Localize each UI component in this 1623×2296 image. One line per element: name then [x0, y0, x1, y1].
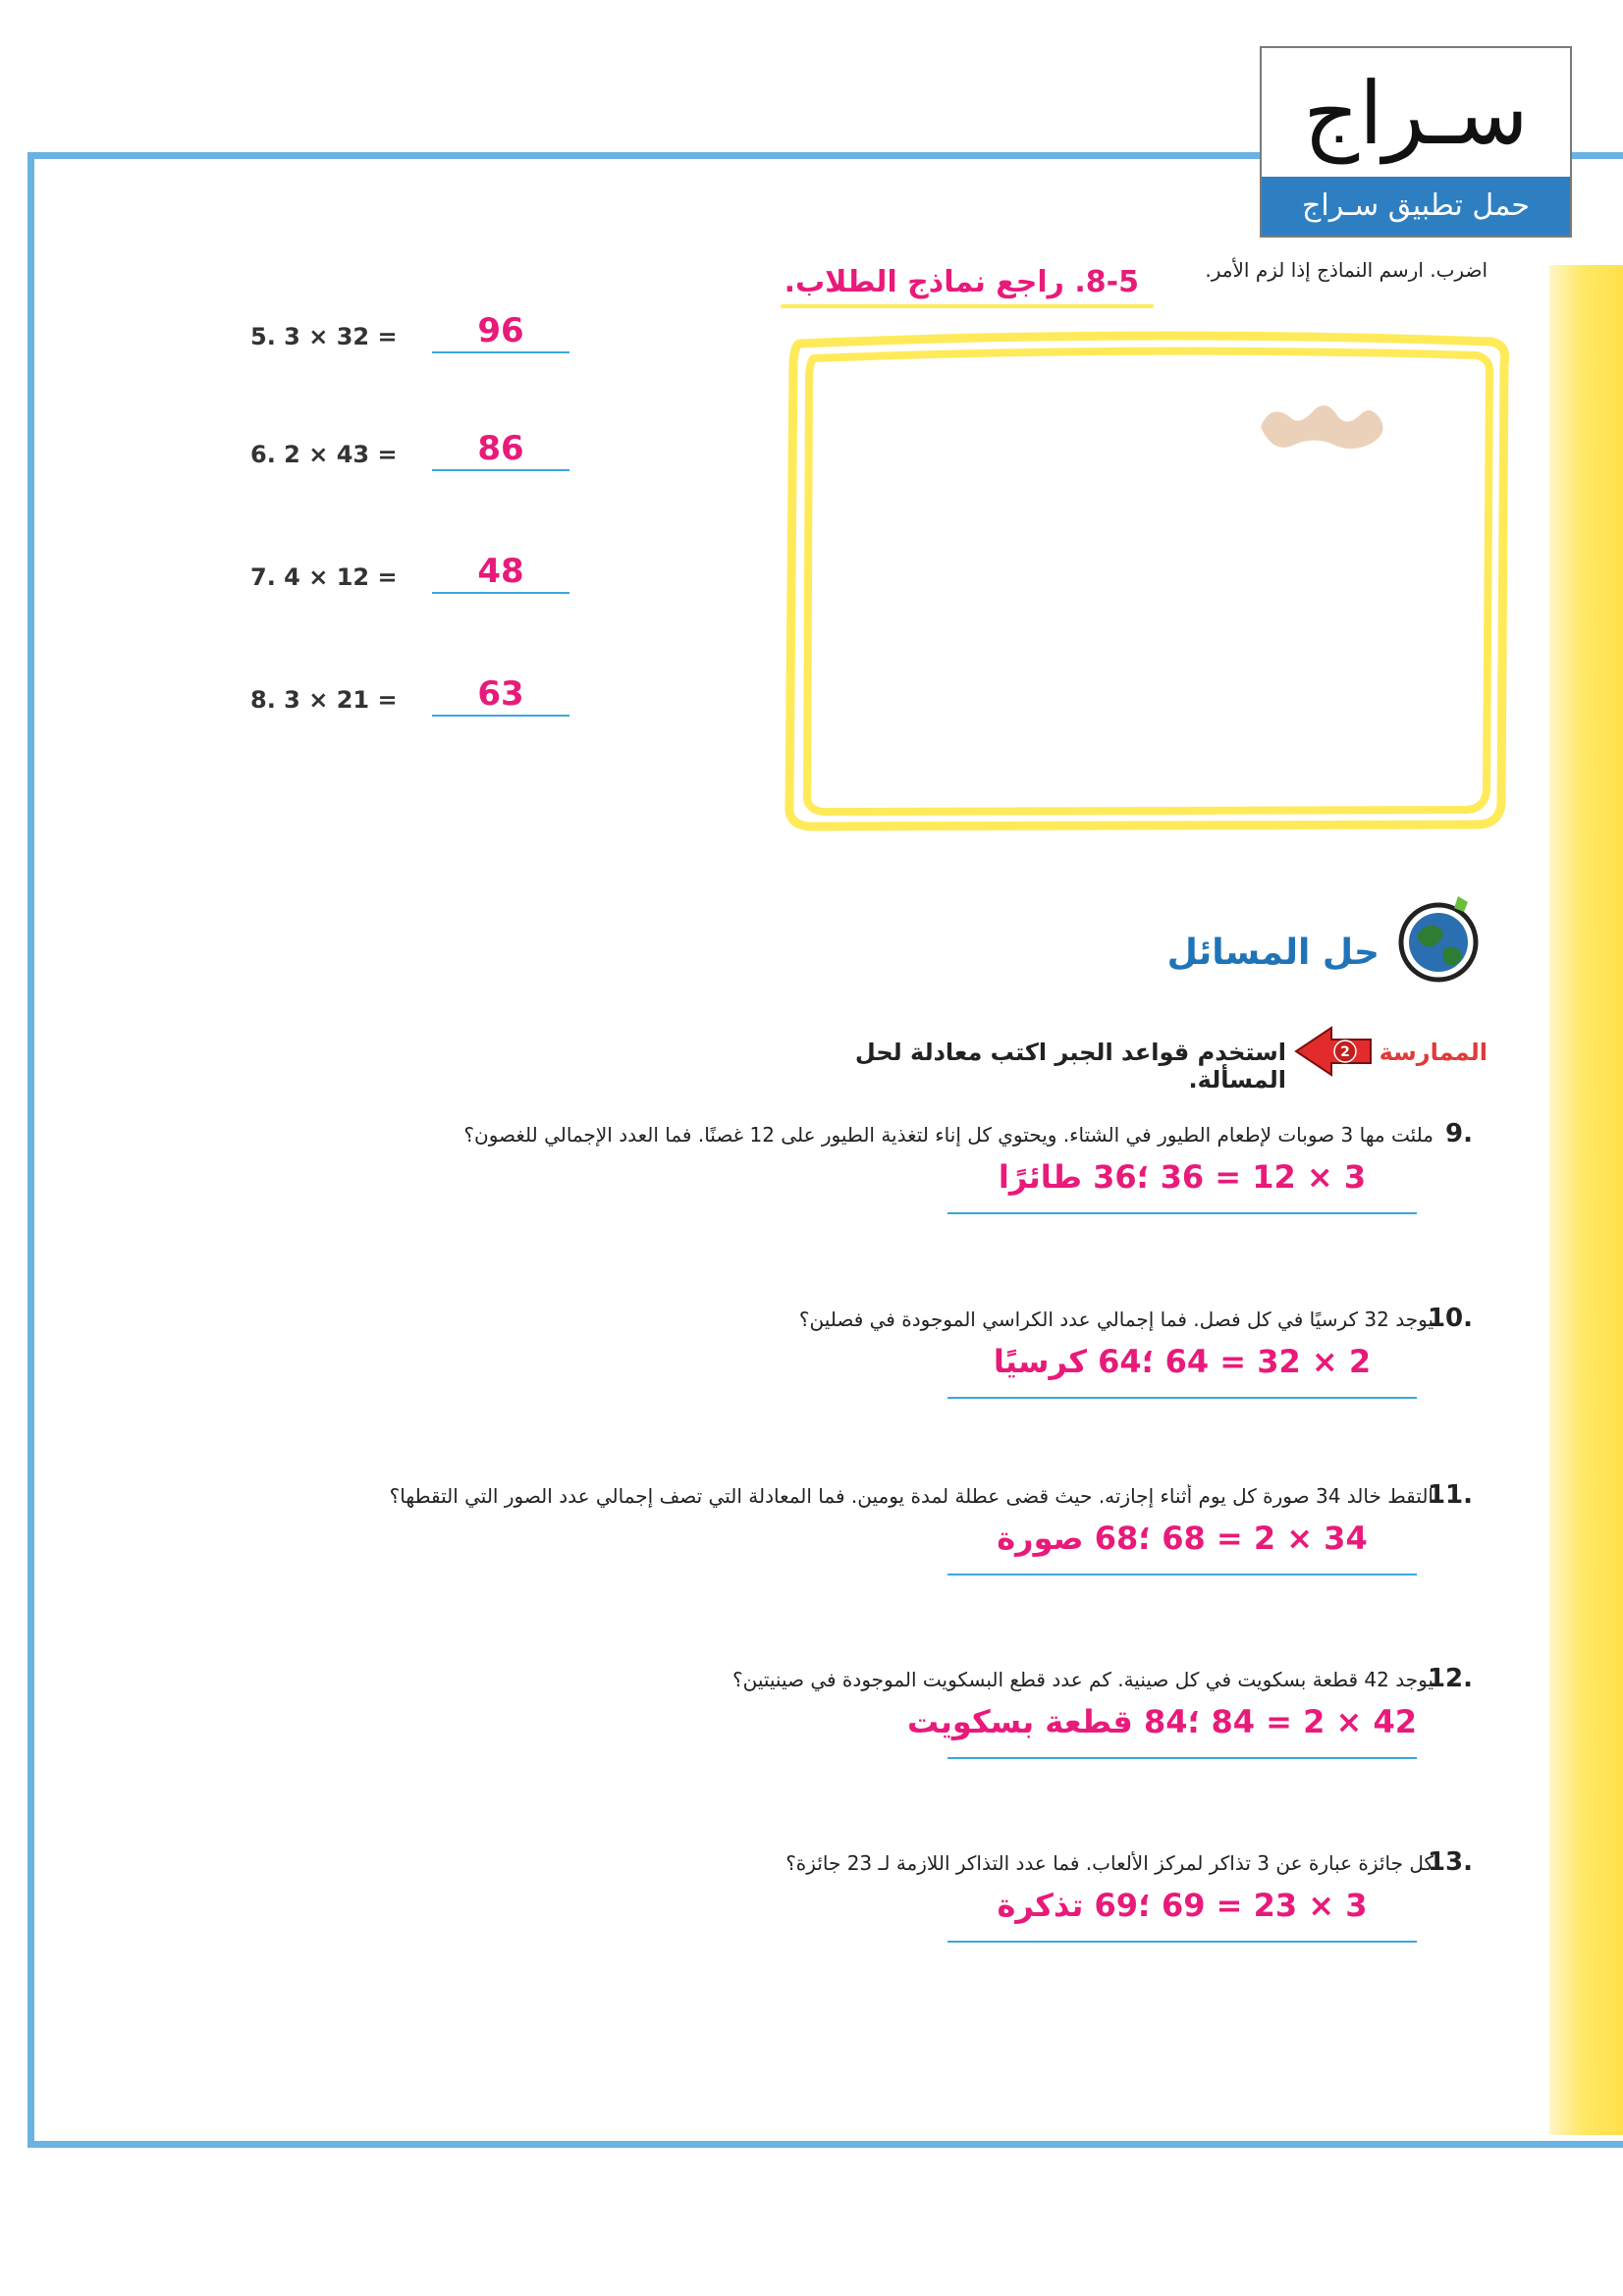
exercise-7: [250, 540, 574, 599]
exercise-label: 7. 4 × 12 =: [250, 563, 398, 591]
answer-line: [947, 1212, 1417, 1214]
problem-number: 13.: [1427, 1847, 1473, 1877]
section-title: حل المسائل: [1166, 933, 1380, 973]
exercise-label: 5. 3 × 32 =: [250, 323, 398, 350]
answer-line: [432, 715, 569, 717]
exercise-answer: 63: [477, 674, 524, 714]
logo-tagline: حمل تطبيق سـراج: [1262, 177, 1570, 236]
problem-answer: 3 × 23 = 69 ؛69 تذكرة: [997, 1887, 1368, 1924]
answer-line: [432, 592, 569, 594]
instruction-text: اضرب. ارسم النماذج إذا لزم الأمر.: [1205, 258, 1488, 282]
exercise-answer: 48: [477, 552, 524, 591]
practice-arrow-icon: [1294, 1026, 1373, 1077]
problem-10: [236, 1304, 1473, 1480]
teacher-note: 8-5. راجع نماذج الطلاب.: [784, 265, 1139, 299]
problem-text: يوجد 32 كرسيًا في كل فصل. فما إجمالي عدد الكراسي الموجودة في فصلين؟: [798, 1308, 1434, 1331]
exercise-5: [250, 299, 574, 358]
drawing-area: [770, 324, 1516, 839]
problem-12: [236, 1664, 1473, 1841]
globe-icon: [1389, 888, 1488, 987]
answer-line: [947, 1757, 1417, 1759]
answer-line: [432, 469, 569, 471]
answer-line: [947, 1574, 1417, 1575]
problem-text: ملئت مها 3 صوبات لإطعام الطيور في الشتاء. ويحتوي كل إناء لتغذية الطيور على 12 غصنًا. فما العدد الإجمالي للغصون؟: [463, 1123, 1434, 1147]
answer-line: [947, 1941, 1417, 1943]
problem-number: 10.: [1427, 1304, 1473, 1333]
practice-number: 2: [1340, 1044, 1350, 1060]
problem-number: 9.: [1445, 1119, 1473, 1148]
problem-text: التقط خالد 34 صورة كل يوم أثناء إجازته. حيث قضى عطلة لمدة يومين. فما المعادلة التي تصف إجمالي عدد الصور التي التقطها؟: [389, 1484, 1434, 1508]
answer-line: [432, 351, 569, 353]
problem-number: 11.: [1427, 1480, 1473, 1510]
problem-text: كل جائزة عبارة عن 3 تذاكر لمركز الألعاب. فما عدد التذاكر اللازمة لـ 23 جائزة؟: [785, 1851, 1434, 1875]
problem-answer: 2 × 32 = 64 ؛64 كرسيًا: [993, 1343, 1372, 1380]
exercise-label: 8. 3 × 21 =: [250, 686, 398, 714]
note-underline: [781, 304, 1154, 308]
problem-answer: 42 × 2 = 84 ؛84 قطعة بسكويت: [907, 1703, 1417, 1740]
exercise-6: [250, 417, 574, 476]
logo-word: سـراج: [1303, 63, 1529, 164]
practice-label: الممارسة: [1379, 1039, 1488, 1066]
exercise-8: [250, 663, 574, 721]
problem-number: 12.: [1427, 1664, 1473, 1693]
yellow-edge-strip: [1549, 265, 1623, 2135]
problem-answer: 3 × 12 = 36 ؛36 طائرًا: [998, 1158, 1367, 1196]
problem-text: يوجد 42 قطعة بسكويت في كل صينية. كم عدد قطع البسكويت الموجودة في صينيتين؟: [731, 1668, 1434, 1691]
exercise-answer: 86: [477, 429, 524, 468]
watermark-icon: [1261, 405, 1382, 449]
exercise-answer: 96: [477, 311, 524, 350]
problem-11: [236, 1480, 1473, 1657]
problem-answer: 34 × 2 = 68 ؛68 صورة: [997, 1520, 1368, 1557]
siraj-logo: [1260, 46, 1572, 238]
answer-line: [947, 1397, 1417, 1399]
exercise-label: 6. 2 × 43 =: [250, 441, 398, 468]
problem-13: [236, 1847, 1473, 2024]
practice-text: استخدم قواعد الجبر اكتب معادلة لحل المسألة.: [854, 1039, 1286, 1094]
problem-9: [236, 1119, 1473, 1296]
